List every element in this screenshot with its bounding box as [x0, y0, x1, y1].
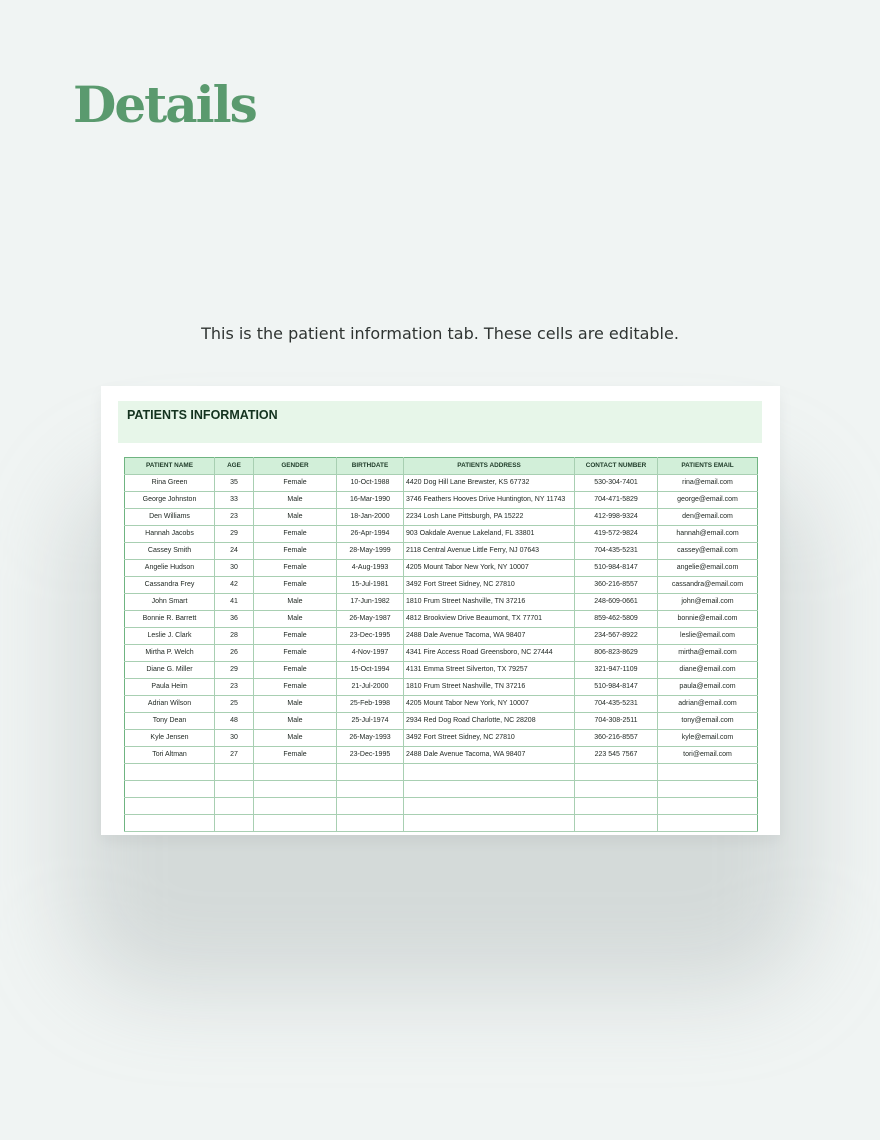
column-header-birthdate: BIRTHDATE — [337, 458, 404, 475]
cell-birthdate[interactable]: 10-Oct-1988 — [337, 475, 404, 492]
table-row — [125, 543, 758, 560]
cell-gender[interactable]: Male — [254, 696, 337, 713]
cell-contact-number[interactable]: 321-947-1109 — [575, 662, 658, 679]
empty-cell-patient-name[interactable] — [125, 781, 215, 798]
cell-age[interactable]: 24 — [215, 543, 254, 560]
cell-contact-number[interactable]: 704-435-5231 — [575, 543, 658, 560]
cell-gender[interactable]: Female — [254, 747, 337, 764]
patients-table — [124, 457, 758, 832]
cell-address[interactable]: 4131 Emma Street Silverton, TX 79257 — [404, 662, 575, 679]
cell-address[interactable]: 4205 Mount Tabor New York, NY 10007 — [404, 560, 575, 577]
cell-address[interactable]: 1810 Frum Street Nashville, TN 37216 — [404, 679, 575, 696]
cell-address[interactable]: 4205 Mount Tabor New York, NY 10007 — [404, 696, 575, 713]
empty-table-row — [125, 798, 758, 815]
empty-cell-patient-name[interactable] — [125, 815, 215, 832]
cell-age[interactable]: 26 — [215, 645, 254, 662]
column-header-address: PATIENTS ADDRESS — [404, 458, 575, 475]
cell-address[interactable]: 1810 Frum Street Nashville, TN 37216 — [404, 594, 575, 611]
cell-age[interactable]: 35 — [215, 475, 254, 492]
cell-email[interactable]: angelie@email.com — [658, 560, 758, 577]
empty-cell-birthdate[interactable] — [337, 781, 404, 798]
cell-contact-number[interactable]: 510-984-8147 — [575, 560, 658, 577]
empty-cell-address[interactable] — [404, 798, 575, 815]
cell-patient-name[interactable]: Mirtha P. Welch — [125, 645, 215, 662]
cell-age[interactable]: 29 — [215, 662, 254, 679]
empty-cell-age[interactable] — [215, 781, 254, 798]
table-row — [125, 560, 758, 577]
empty-cell-gender[interactable] — [254, 815, 337, 832]
cell-email[interactable]: bonnie@email.com — [658, 611, 758, 628]
cell-address[interactable]: 4812 Brookview Drive Beaumont, TX 77701 — [404, 611, 575, 628]
empty-cell-age[interactable] — [215, 798, 254, 815]
empty-cell-birthdate[interactable] — [337, 764, 404, 781]
cell-gender[interactable]: Male — [254, 509, 337, 526]
cell-birthdate[interactable]: 23-Dec-1995 — [337, 628, 404, 645]
cell-birthdate[interactable]: 25-Jul-1974 — [337, 713, 404, 730]
cell-age[interactable]: 30 — [215, 730, 254, 747]
cell-patient-name[interactable]: Rina Green — [125, 475, 215, 492]
cell-contact-number[interactable]: 704-435-5231 — [575, 696, 658, 713]
table-row — [125, 526, 758, 543]
cell-email[interactable]: mirtha@email.com — [658, 645, 758, 662]
cell-contact-number[interactable]: 704-471-5829 — [575, 492, 658, 509]
table-row — [125, 628, 758, 645]
empty-cell-age[interactable] — [215, 764, 254, 781]
cell-age[interactable]: 27 — [215, 747, 254, 764]
cell-email[interactable]: paula@email.com — [658, 679, 758, 696]
cell-address[interactable]: 4420 Dog Hill Lane Brewster, KS 67732 — [404, 475, 575, 492]
cell-birthdate[interactable]: 18-Jan-2000 — [337, 509, 404, 526]
empty-cell-gender[interactable] — [254, 781, 337, 798]
cell-email[interactable]: john@email.com — [658, 594, 758, 611]
cell-gender[interactable]: Female — [254, 543, 337, 560]
table-row — [125, 594, 758, 611]
table-row — [125, 696, 758, 713]
cell-patient-name[interactable]: Cassandra Frey — [125, 577, 215, 594]
cell-address[interactable]: 903 Oakdale Avenue Lakeland, FL 33801 — [404, 526, 575, 543]
empty-cell-contact-number[interactable] — [575, 764, 658, 781]
cell-birthdate[interactable]: 23-Dec-1995 — [337, 747, 404, 764]
table-row — [125, 492, 758, 509]
cell-address[interactable]: 2934 Red Dog Road Charlotte, NC 28208 — [404, 713, 575, 730]
cell-address[interactable]: 2488 Dale Avenue Tacoma, WA 98407 — [404, 747, 575, 764]
cell-age[interactable]: 42 — [215, 577, 254, 594]
cell-gender[interactable]: Male — [254, 492, 337, 509]
cell-contact-number[interactable]: 510-984-8147 — [575, 679, 658, 696]
empty-cell-birthdate[interactable] — [337, 798, 404, 815]
cell-gender[interactable]: Female — [254, 628, 337, 645]
cell-birthdate[interactable]: 26-May-1993 — [337, 730, 404, 747]
cell-patient-name[interactable]: Tori Altman — [125, 747, 215, 764]
cell-contact-number[interactable]: 248-609-0661 — [575, 594, 658, 611]
cell-patient-name[interactable]: Den Williams — [125, 509, 215, 526]
cell-email[interactable]: leslie@email.com — [658, 628, 758, 645]
cell-patient-name[interactable]: Kyle Jensen — [125, 730, 215, 747]
column-header-age: AGE — [215, 458, 254, 475]
cell-email[interactable]: den@email.com — [658, 509, 758, 526]
table-row — [125, 747, 758, 764]
cell-age[interactable]: 23 — [215, 509, 254, 526]
cell-gender[interactable]: Male — [254, 713, 337, 730]
cell-age[interactable]: 25 — [215, 696, 254, 713]
empty-cell-patient-name[interactable] — [125, 764, 215, 781]
spreadsheet-preview — [101, 386, 780, 835]
empty-cell-email[interactable] — [658, 781, 758, 798]
cell-age[interactable]: 29 — [215, 526, 254, 543]
cell-patient-name[interactable]: Leslie J. Clark — [125, 628, 215, 645]
cell-contact-number[interactable]: 412-998-9324 — [575, 509, 658, 526]
cell-gender[interactable]: Female — [254, 560, 337, 577]
empty-cell-email[interactable] — [658, 798, 758, 815]
empty-cell-contact-number[interactable] — [575, 815, 658, 832]
cell-age[interactable]: 28 — [215, 628, 254, 645]
cell-gender[interactable]: Male — [254, 730, 337, 747]
cell-patient-name[interactable]: Diane G. Miller — [125, 662, 215, 679]
cell-email[interactable]: george@email.com — [658, 492, 758, 509]
empty-cell-gender[interactable] — [254, 764, 337, 781]
cell-email[interactable]: tony@email.com — [658, 713, 758, 730]
table-row — [125, 645, 758, 662]
cell-gender[interactable]: Female — [254, 662, 337, 679]
cell-address[interactable]: 3492 Fort Street Sidney, NC 27810 — [404, 730, 575, 747]
empty-cell-age[interactable] — [215, 815, 254, 832]
cell-gender[interactable]: Female — [254, 475, 337, 492]
cell-email[interactable]: cassey@email.com — [658, 543, 758, 560]
column-header-contact-number: CONTACT NUMBER — [575, 458, 658, 475]
table-header-row — [125, 458, 758, 475]
cell-contact-number[interactable]: 419-572-9824 — [575, 526, 658, 543]
cell-age[interactable]: 48 — [215, 713, 254, 730]
empty-cell-address[interactable] — [404, 764, 575, 781]
table-row — [125, 509, 758, 526]
cell-age[interactable]: 36 — [215, 611, 254, 628]
cell-birthdate[interactable]: 25-Feb-1998 — [337, 696, 404, 713]
column-header-email: PATIENTS EMAIL — [658, 458, 758, 475]
cell-birthdate[interactable]: 17-Jun-1982 — [337, 594, 404, 611]
empty-cell-contact-number[interactable] — [575, 781, 658, 798]
cell-age[interactable]: 33 — [215, 492, 254, 509]
cell-address[interactable]: 2118 Central Avenue Little Ferry, NJ 07643 — [404, 543, 575, 560]
sheet-title: PATIENTS INFORMATION — [127, 408, 278, 422]
page-title: Details — [73, 75, 256, 134]
table-row — [125, 679, 758, 696]
cell-gender[interactable]: Female — [254, 679, 337, 696]
cell-patient-name[interactable]: Tony Dean — [125, 713, 215, 730]
empty-table-row — [125, 815, 758, 832]
cell-email[interactable]: tori@email.com — [658, 747, 758, 764]
cell-contact-number[interactable]: 806-823-8629 — [575, 645, 658, 662]
cell-contact-number[interactable]: 530-304-7401 — [575, 475, 658, 492]
cell-birthdate[interactable]: 15-Jul-1981 — [337, 577, 404, 594]
cell-email[interactable]: kyle@email.com — [658, 730, 758, 747]
table-row — [125, 662, 758, 679]
cell-patient-name[interactable]: George Johnston — [125, 492, 215, 509]
cell-gender[interactable]: Female — [254, 526, 337, 543]
column-header-gender: GENDER — [254, 458, 337, 475]
cell-patient-name[interactable]: Paula Heim — [125, 679, 215, 696]
cell-age[interactable]: 41 — [215, 594, 254, 611]
cell-birthdate[interactable]: 26-Apr-1994 — [337, 526, 404, 543]
cell-patient-name[interactable]: Adrian Wilson — [125, 696, 215, 713]
cell-gender[interactable]: Female — [254, 645, 337, 662]
cell-address[interactable]: 3492 Fort Street Sidney, NC 27810 — [404, 577, 575, 594]
table-body — [125, 475, 758, 832]
empty-cell-gender[interactable] — [254, 798, 337, 815]
empty-cell-address[interactable] — [404, 781, 575, 798]
page-subtitle: This is the patient information tab. These cells are editable. — [201, 324, 679, 343]
cell-gender[interactable]: Male — [254, 611, 337, 628]
cell-patient-name[interactable]: John Smart — [125, 594, 215, 611]
cell-contact-number[interactable]: 223 545 7567 — [575, 747, 658, 764]
empty-cell-contact-number[interactable] — [575, 798, 658, 815]
cell-birthdate[interactable]: 21-Jul-2000 — [337, 679, 404, 696]
cell-birthdate[interactable]: 28-May-1999 — [337, 543, 404, 560]
column-header-patient-name: PATIENT NAME — [125, 458, 215, 475]
cell-address[interactable]: 2488 Dale Avenue Tacoma, WA 98407 — [404, 628, 575, 645]
table-row — [125, 713, 758, 730]
cell-email[interactable]: hannah@email.com — [658, 526, 758, 543]
cell-patient-name[interactable]: Bonnie R. Barrett — [125, 611, 215, 628]
table-row — [125, 475, 758, 492]
cell-contact-number[interactable]: 360-216-8557 — [575, 730, 658, 747]
cell-address[interactable]: 4341 Fire Access Road Greensboro, NC 27444 — [404, 645, 575, 662]
empty-cell-patient-name[interactable] — [125, 798, 215, 815]
cell-patient-name[interactable]: Cassey Smith — [125, 543, 215, 560]
empty-table-row — [125, 764, 758, 781]
cell-email[interactable]: adrian@email.com — [658, 696, 758, 713]
cell-contact-number[interactable]: 859-462-5809 — [575, 611, 658, 628]
table-row — [125, 730, 758, 747]
cell-address[interactable]: 2234 Losh Lane Pittsburgh, PA 15222 — [404, 509, 575, 526]
empty-table-row — [125, 781, 758, 798]
cell-email[interactable]: rina@email.com — [658, 475, 758, 492]
cell-contact-number[interactable]: 234-567-8922 — [575, 628, 658, 645]
cell-email[interactable]: diane@email.com — [658, 662, 758, 679]
cell-contact-number[interactable]: 704-308-2511 — [575, 713, 658, 730]
cell-birthdate[interactable]: 26-May-1987 — [337, 611, 404, 628]
cell-patient-name[interactable]: Angelie Hudson — [125, 560, 215, 577]
empty-cell-email[interactable] — [658, 764, 758, 781]
cell-birthdate[interactable]: 4-Aug-1993 — [337, 560, 404, 577]
cell-birthdate[interactable]: 15-Oct-1994 — [337, 662, 404, 679]
cell-contact-number[interactable]: 360-216-8557 — [575, 577, 658, 594]
cell-gender[interactable]: Male — [254, 594, 337, 611]
cell-birthdate[interactable]: 4-Nov-1997 — [337, 645, 404, 662]
cell-birthdate[interactable]: 16-Mar-1990 — [337, 492, 404, 509]
cell-age[interactable]: 23 — [215, 679, 254, 696]
cell-address[interactable]: 3746 Feathers Hooves Drive Huntington, NY 11743 — [404, 492, 575, 509]
empty-cell-birthdate[interactable] — [337, 815, 404, 832]
sheet-title-banner — [118, 401, 762, 443]
cell-age[interactable]: 30 — [215, 560, 254, 577]
cell-patient-name[interactable]: Hannah Jacobs — [125, 526, 215, 543]
table-row — [125, 577, 758, 594]
cell-gender[interactable]: Female — [254, 577, 337, 594]
table-row — [125, 611, 758, 628]
empty-cell-address[interactable] — [404, 815, 575, 832]
cell-email[interactable]: cassandra@email.com — [658, 577, 758, 594]
empty-cell-email[interactable] — [658, 815, 758, 832]
